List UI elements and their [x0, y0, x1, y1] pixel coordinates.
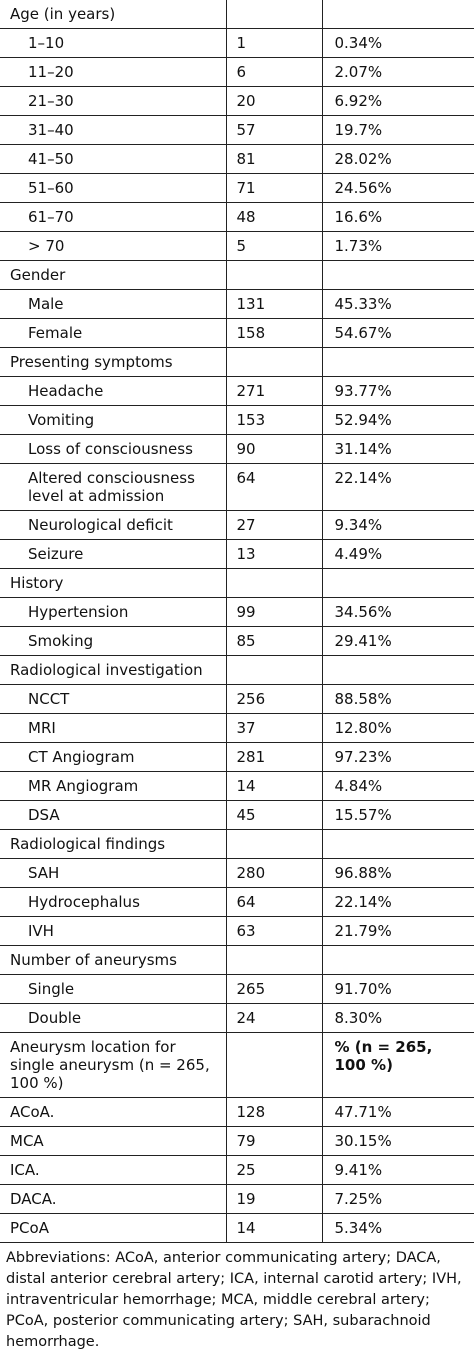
row-label: Hypertension [0, 598, 226, 627]
row-percent [322, 261, 474, 290]
row-count: 6 [226, 58, 322, 87]
row-count: 27 [226, 511, 322, 540]
row-count: 19 [226, 1185, 322, 1214]
row-count: 57 [226, 116, 322, 145]
row-count: 24 [226, 1004, 322, 1033]
table-row [0, 743, 474, 772]
table-section-row [0, 830, 474, 859]
table-row [0, 540, 474, 569]
row-label: Radiological findings [0, 830, 226, 859]
table-row [0, 859, 474, 888]
row-percent: 1.73% [322, 232, 474, 261]
row-label: Male [0, 290, 226, 319]
table-row [0, 685, 474, 714]
row-percent: 0.34% [322, 29, 474, 58]
row-count: 265 [226, 975, 322, 1004]
row-percent [322, 946, 474, 975]
row-count [226, 0, 322, 29]
row-count: 45 [226, 801, 322, 830]
row-label: Number of aneurysms [0, 946, 226, 975]
row-percent: 30.15% [322, 1127, 474, 1156]
row-percent: 7.25% [322, 1185, 474, 1214]
row-label: > 70 [0, 232, 226, 261]
row-count [226, 348, 322, 377]
row-count [226, 946, 322, 975]
table-row [0, 58, 474, 87]
row-percent [322, 569, 474, 598]
row-label: Vomiting [0, 406, 226, 435]
row-percent: 22.14% [322, 888, 474, 917]
table-row [0, 1004, 474, 1033]
row-label: 31–40 [0, 116, 226, 145]
row-count: 1 [226, 29, 322, 58]
table-row [0, 917, 474, 946]
row-count: 85 [226, 627, 322, 656]
row-count: 14 [226, 1214, 322, 1243]
row-label: Double [0, 1004, 226, 1033]
row-label: Seizure [0, 540, 226, 569]
row-percent: 4.49% [322, 540, 474, 569]
row-count: 256 [226, 685, 322, 714]
row-label: Neurological deficit [0, 511, 226, 540]
row-label: 51–60 [0, 174, 226, 203]
row-label: Aneurysm location for single aneurysm (n = 265, 100 %) [0, 1033, 226, 1098]
row-percent [322, 0, 474, 29]
table-row [0, 232, 474, 261]
row-label: Headache [0, 377, 226, 406]
row-count: 64 [226, 464, 322, 511]
row-percent: 24.56% [322, 174, 474, 203]
row-percent: 21.79% [322, 917, 474, 946]
row-percent: % (n = 265, 100 %) [322, 1033, 474, 1098]
table-section-row [0, 946, 474, 975]
row-percent: 29.41% [322, 627, 474, 656]
row-percent: 9.41% [322, 1156, 474, 1185]
row-percent: 6.92% [322, 87, 474, 116]
row-count: 63 [226, 917, 322, 946]
row-label: Single [0, 975, 226, 1004]
row-label: SAH [0, 859, 226, 888]
row-percent [322, 656, 474, 685]
table-section-row [0, 0, 474, 29]
row-label: PCoA [0, 1214, 226, 1243]
row-count: 131 [226, 290, 322, 319]
abbreviations-footnote: Abbreviations: ACoA, anterior communicating artery; DACA, distal anterior cerebral artery; ICA, internal carotid artery; IVH, intraventricular hemorrhage; MCA, middle cerebral artery; PCoA, posterior communicating artery; SAH, subarachnoid hemorrhage. [6, 1250, 462, 1350]
table-section-row [0, 1156, 474, 1185]
row-label: 11–20 [0, 58, 226, 87]
row-label: Female [0, 319, 226, 348]
row-count: 90 [226, 435, 322, 464]
table-row [0, 29, 474, 58]
table-row [0, 975, 474, 1004]
row-count: 128 [226, 1098, 322, 1127]
row-label: Gender [0, 261, 226, 290]
table-row [0, 406, 474, 435]
table-section-row [0, 348, 474, 377]
row-percent: 34.56% [322, 598, 474, 627]
table-row [0, 627, 474, 656]
row-label: 41–50 [0, 145, 226, 174]
row-count: 64 [226, 888, 322, 917]
row-percent: 4.84% [322, 772, 474, 801]
row-label: Hydrocephalus [0, 888, 226, 917]
row-percent: 52.94% [322, 406, 474, 435]
table-section-row [0, 1033, 474, 1098]
row-percent: 31.14% [322, 435, 474, 464]
row-count: 20 [226, 87, 322, 116]
row-count: 14 [226, 772, 322, 801]
table-section-row [0, 1098, 474, 1127]
row-percent: 47.71% [322, 1098, 474, 1127]
table-row [0, 714, 474, 743]
row-label: Age (in years) [0, 0, 226, 29]
table-row [0, 377, 474, 406]
row-percent: 54.67% [322, 319, 474, 348]
row-percent: 9.34% [322, 511, 474, 540]
row-percent [322, 830, 474, 859]
table-row [0, 888, 474, 917]
table-section-row [0, 1127, 474, 1156]
row-count: 48 [226, 203, 322, 232]
table-row [0, 801, 474, 830]
table-section-row [0, 1214, 474, 1243]
row-percent: 12.80% [322, 714, 474, 743]
row-percent: 96.88% [322, 859, 474, 888]
table-row [0, 174, 474, 203]
table-row [0, 290, 474, 319]
row-percent: 2.07% [322, 58, 474, 87]
row-percent: 5.34% [322, 1214, 474, 1243]
row-count: 271 [226, 377, 322, 406]
row-count [226, 261, 322, 290]
table-section-row [0, 261, 474, 290]
row-count [226, 569, 322, 598]
row-percent: 8.30% [322, 1004, 474, 1033]
row-label: History [0, 569, 226, 598]
row-label: MR Angiogram [0, 772, 226, 801]
row-label: 61–70 [0, 203, 226, 232]
table-section-row [0, 1185, 474, 1214]
row-label: Smoking [0, 627, 226, 656]
row-count: 281 [226, 743, 322, 772]
row-percent: 88.58% [322, 685, 474, 714]
row-percent: 93.77% [322, 377, 474, 406]
table-row [0, 464, 474, 511]
table-row [0, 435, 474, 464]
row-label: Altered consciousness level at admission [0, 464, 226, 511]
row-label: Presenting symptoms [0, 348, 226, 377]
row-label: DSA [0, 801, 226, 830]
row-count: 158 [226, 319, 322, 348]
row-label: 21–30 [0, 87, 226, 116]
table-row [0, 87, 474, 116]
table-row [0, 319, 474, 348]
row-percent: 19.7% [322, 116, 474, 145]
row-count: 5 [226, 232, 322, 261]
table-row [0, 511, 474, 540]
row-percent: 97.23% [322, 743, 474, 772]
table-section-row [0, 569, 474, 598]
table-row [0, 598, 474, 627]
row-count [226, 1033, 322, 1098]
row-label: Loss of consciousness [0, 435, 226, 464]
table-row [0, 145, 474, 174]
table-row [0, 116, 474, 145]
row-count: 280 [226, 859, 322, 888]
row-count [226, 830, 322, 859]
row-count: 37 [226, 714, 322, 743]
table-section-row [0, 656, 474, 685]
row-count: 153 [226, 406, 322, 435]
row-label: NCCT [0, 685, 226, 714]
row-percent: 16.6% [322, 203, 474, 232]
row-percent: 45.33% [322, 290, 474, 319]
table-row [0, 203, 474, 232]
row-count [226, 656, 322, 685]
row-label: MCA [0, 1127, 226, 1156]
row-label: CT Angiogram [0, 743, 226, 772]
row-percent: 15.57% [322, 801, 474, 830]
row-percent [322, 348, 474, 377]
row-percent: 91.70% [322, 975, 474, 1004]
row-label: 1–10 [0, 29, 226, 58]
row-percent: 22.14% [322, 464, 474, 511]
table-row [0, 772, 474, 801]
row-percent: 28.02% [322, 145, 474, 174]
row-label: IVH [0, 917, 226, 946]
row-label: DACA. [0, 1185, 226, 1214]
row-count: 99 [226, 598, 322, 627]
row-label: Radiological investigation [0, 656, 226, 685]
row-label: ICA. [0, 1156, 226, 1185]
row-label: MRI [0, 714, 226, 743]
row-count: 81 [226, 145, 322, 174]
row-count: 71 [226, 174, 322, 203]
row-count: 79 [226, 1127, 322, 1156]
row-label: ACoA. [0, 1098, 226, 1127]
row-count: 13 [226, 540, 322, 569]
row-count: 25 [226, 1156, 322, 1185]
